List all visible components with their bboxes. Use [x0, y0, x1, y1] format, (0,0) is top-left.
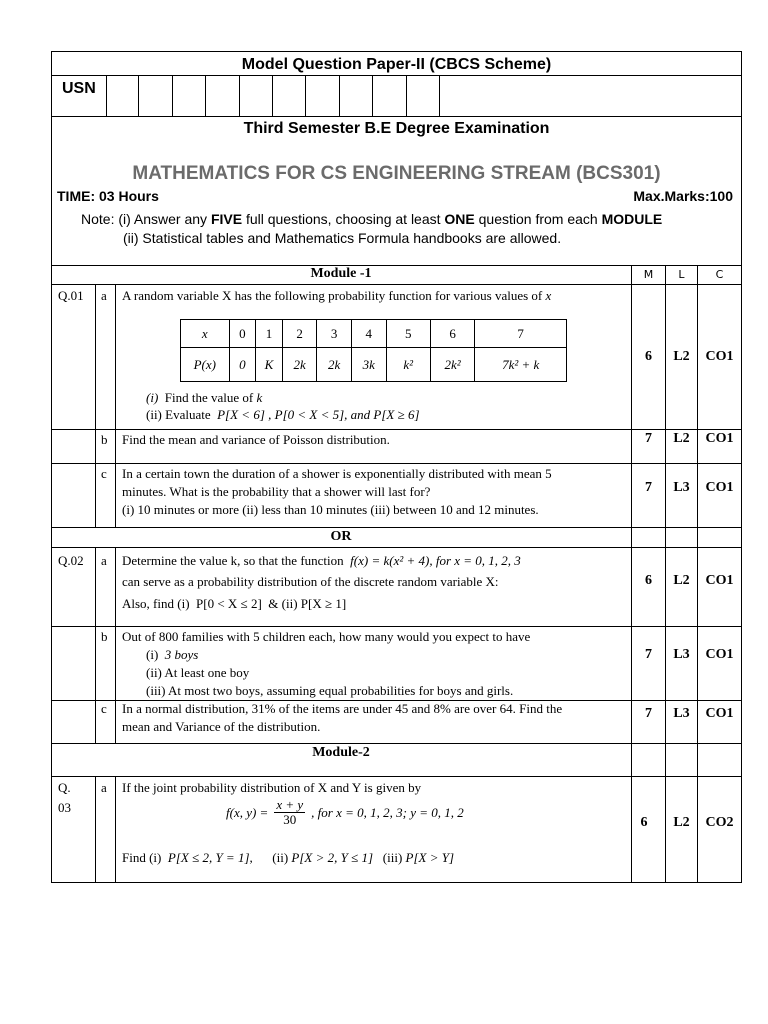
- co-value: CO1: [705, 573, 734, 588]
- exam-title: Third Semester B.E Degree Examination: [243, 120, 550, 137]
- table-cell: 2k: [282, 348, 317, 382]
- note-line-1: [81, 211, 662, 227]
- note-text: Note: (i) Answer any: [81, 211, 211, 227]
- usn-box[interactable]: [373, 75, 406, 116]
- level-value: L3: [673, 706, 690, 721]
- subpart-text: Find the value of: [164, 390, 257, 405]
- table-cell: 0: [229, 320, 256, 348]
- question-text-body: Also, find (i): [122, 596, 190, 611]
- table-cell: 1: [256, 320, 283, 348]
- row-line: [51, 463, 742, 464]
- part-label: c: [101, 701, 107, 716]
- col-line: [115, 547, 116, 743]
- col-line: [115, 284, 116, 527]
- subpart-ii: [146, 406, 420, 424]
- fraction-denominator: 30: [283, 812, 297, 827]
- usn-box[interactable]: [240, 75, 273, 116]
- subpart-i: [146, 389, 262, 407]
- part-label: a: [101, 780, 107, 795]
- subject-title: MATHEMATICS FOR CS ENGINEERING STREAM (BCS301): [132, 163, 661, 184]
- question-text-body: A random variable X has the following probability function for various values of: [122, 288, 546, 303]
- question-text-body: & (ii): [268, 596, 298, 611]
- co-value: CO1: [705, 349, 734, 364]
- probability-table: [180, 319, 567, 382]
- level-value: L2: [673, 431, 690, 446]
- subpart-label: (i): [146, 647, 159, 662]
- math-expression: P[X ≤ 2, Y = 1],: [167, 850, 253, 865]
- table-cell: 5: [386, 320, 430, 348]
- usn-box[interactable]: [139, 75, 172, 116]
- col-header-c: C: [715, 268, 724, 281]
- usn-box[interactable]: [340, 75, 373, 116]
- question-line: minutes. What is the probability that a shower will last for?: [122, 484, 431, 499]
- subpart-iii: (iii) At most two boys, assuming equal probabilities for boys and girls.: [146, 683, 514, 698]
- math-expression: P[X < 6] , P[0 < X < 5], and P[X ≥ 6]: [217, 407, 420, 422]
- row-line: [51, 429, 742, 430]
- part-label: b: [101, 432, 108, 447]
- divider: [51, 116, 742, 117]
- row-line: [51, 284, 742, 285]
- col-line: [115, 776, 116, 882]
- marks-value: 7: [645, 431, 652, 446]
- co-value: CO1: [705, 431, 734, 446]
- time-label: TIME: 03 Hours: [57, 188, 159, 204]
- row-line: [51, 776, 742, 777]
- question-number: 03: [58, 800, 71, 815]
- frame-bottom: [51, 882, 742, 883]
- table-cell: 0: [229, 348, 256, 382]
- part-label: a: [101, 553, 107, 568]
- subpart-label: (ii): [272, 850, 289, 865]
- part-label: a: [101, 288, 107, 303]
- col-header-l: L: [678, 268, 685, 281]
- question-line: [122, 849, 454, 867]
- max-marks: Max.Marks:100: [633, 188, 733, 204]
- usn-box[interactable]: [206, 75, 239, 116]
- question-text: [122, 287, 627, 305]
- math-expression: 3 boys: [164, 647, 199, 662]
- col-line: [95, 776, 96, 882]
- co-value: CO2: [705, 815, 734, 830]
- math-expression: P[X > 2, Y ≤ 1]: [291, 850, 374, 865]
- table-cell: 2k²: [430, 348, 474, 382]
- table-cell: 3k: [351, 348, 386, 382]
- question-line: mean and Variance of the distribution.: [122, 719, 321, 734]
- subpart-label: (i): [146, 390, 159, 405]
- table-row: [181, 320, 567, 348]
- note-five: FIVE: [210, 211, 243, 227]
- fraction-numerator: x + y: [276, 797, 304, 812]
- table-cell: x: [181, 320, 230, 348]
- math-expression: P[0 < X ≤ 2]: [196, 596, 262, 611]
- math-expression: P[X > Y]: [405, 850, 455, 865]
- co-value: CO1: [705, 706, 734, 721]
- col-line: [95, 284, 96, 527]
- paper-title: Model Question Paper-II (CBCS Scheme): [241, 56, 552, 73]
- table-row: [181, 348, 567, 382]
- math-expression: f(x) = k(x² + 4), for x = 0, 1, 2, 3: [350, 553, 521, 568]
- or-divider: OR: [330, 529, 352, 544]
- level-value: L2: [673, 349, 690, 364]
- col-header-m: M: [643, 268, 654, 281]
- part-label: b: [101, 629, 108, 644]
- math-var: x: [545, 288, 552, 303]
- note-text: question from each: [474, 211, 602, 227]
- table-cell: 4: [351, 320, 386, 348]
- joint-pdf-formula: [226, 798, 464, 827]
- question-number: Q.01: [58, 288, 84, 303]
- note-line-2: (ii) Statistical tables and Mathematics Formula handbooks are allowed.: [123, 230, 562, 246]
- table-cell: 2: [282, 320, 317, 348]
- question-line: In a certain town the duration of a shower is exponentially distributed with mean 5: [122, 466, 552, 481]
- math-expression: P[X ≥ 1]: [300, 596, 347, 611]
- note-text: full questions, choosing at least: [242, 211, 445, 227]
- co-value: CO1: [705, 480, 734, 495]
- usn-box[interactable]: [273, 75, 306, 116]
- level-value: L3: [673, 647, 690, 662]
- question-line: In a normal distribution, 31% of the items are under 45 and 8% are over 64. Find the: [122, 701, 563, 716]
- usn-boxes[interactable]: [106, 75, 440, 116]
- subpart-ii: (ii) At least one boy: [146, 665, 250, 680]
- question-line: can serve as a probability distribution of the discrete random variable X:: [122, 574, 499, 589]
- row-line: [51, 527, 742, 528]
- subpart-i: [146, 646, 198, 664]
- subpart-text: (ii) Evaluate: [146, 407, 211, 422]
- marks-value: 6: [645, 573, 652, 588]
- question-line: If the joint probability distribution of X and Y is given by: [122, 780, 422, 795]
- row-line: [51, 626, 742, 627]
- usn-box[interactable]: [306, 75, 339, 116]
- marks-value: 7: [645, 647, 652, 662]
- co-value: CO1: [705, 647, 734, 662]
- table-cell: 6: [430, 320, 474, 348]
- table-cell: 3: [317, 320, 352, 348]
- formula-lhs: f(x, y) =: [226, 804, 269, 820]
- marks-value: 6: [645, 349, 652, 364]
- table-cell: 7k² + k: [475, 348, 567, 382]
- usn-label: USN: [62, 80, 96, 97]
- level-value: L3: [673, 480, 690, 495]
- question-number: Q.02: [58, 553, 84, 568]
- question-text-body: Find (i): [122, 850, 162, 865]
- question-text: Find the mean and variance of Poisson distribution.: [122, 432, 390, 447]
- part-label: c: [101, 466, 107, 481]
- level-value: L2: [673, 815, 690, 830]
- module-2-heading: Module-2: [312, 745, 370, 760]
- question-line: (i) 10 minutes or more (ii) less than 10 minutes (iii) between 10 and 12 minutes.: [122, 502, 539, 517]
- table-cell: P(x): [181, 348, 230, 382]
- marks-value: 7: [645, 480, 652, 495]
- note-module: MODULE: [601, 211, 663, 227]
- question-line: [122, 552, 521, 570]
- table-cell: K: [256, 348, 283, 382]
- table-cell: 7: [475, 320, 567, 348]
- row-line: [51, 547, 742, 548]
- note-one: ONE: [444, 211, 475, 227]
- table-cell: 2k: [317, 348, 352, 382]
- usn-box[interactable]: [407, 75, 440, 116]
- math-var: k: [256, 390, 263, 405]
- question-text-body: Determine the value k, so that the function: [122, 553, 344, 568]
- col-line: [95, 547, 96, 743]
- frame-top: [51, 51, 742, 52]
- question-number: Q.: [58, 780, 71, 795]
- question-line: [122, 595, 346, 613]
- table-cell: k²: [386, 348, 430, 382]
- formula-rhs: , for x = 0, 1, 2, 3; y = 0, 1, 2: [311, 804, 464, 820]
- module-1-heading: Module -1: [310, 266, 372, 281]
- subpart-label: (iii): [382, 850, 403, 865]
- question-line: Out of 800 families with 5 children each, how many would you expect to have: [122, 629, 531, 644]
- marks-value: 7: [645, 706, 652, 721]
- row-line: [51, 743, 742, 744]
- usn-box[interactable]: [173, 75, 206, 116]
- fraction: [274, 798, 305, 827]
- usn-box[interactable]: [106, 75, 139, 116]
- level-value: L2: [673, 573, 690, 588]
- marks-value: 6: [640, 815, 648, 830]
